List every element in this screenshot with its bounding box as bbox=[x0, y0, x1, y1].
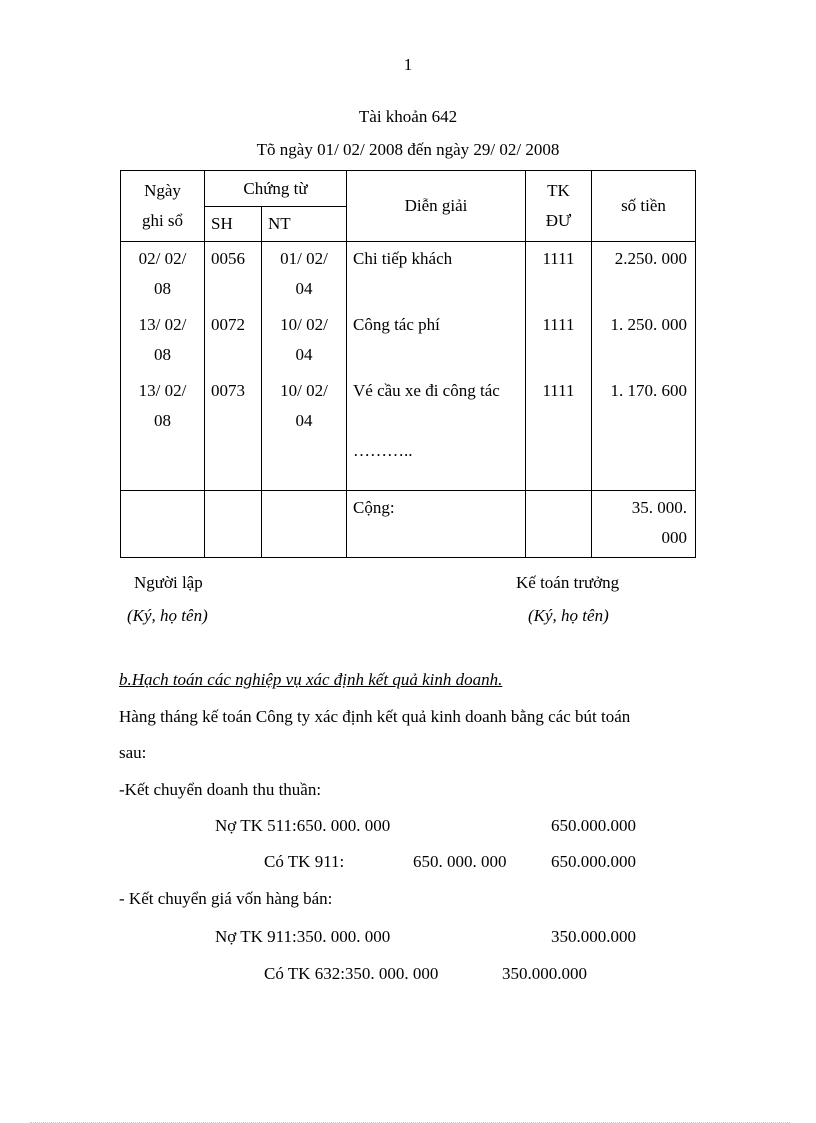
account-title: Tài khoản 642 bbox=[358, 107, 458, 126]
table-row bbox=[121, 242, 696, 491]
entry2-debit-label: Nợ TK 911:350. 000. 000 bbox=[215, 927, 391, 946]
intro-line-1: Hàng tháng kế toán Công ty xác định kết quả kinh doanh bằng các bút toán bbox=[119, 707, 631, 726]
preparer-note: (Ký, họ tên) bbox=[127, 606, 208, 625]
chief-accountant-note: (Ký, họ tên) bbox=[528, 606, 609, 625]
intro-line-2: sau: bbox=[119, 743, 147, 762]
header-amount: số tiền bbox=[592, 171, 696, 242]
entry1-credit-value: 650.000.000 bbox=[551, 852, 636, 871]
row-date: 02/ 02/ 08 13/ 02/ 08 13/ 02/ 08 bbox=[121, 242, 205, 491]
header-description: Diễn giải bbox=[347, 171, 526, 242]
row-nt: 01/ 02/ 04 10/ 02/ 04 10/ 02/ 04 bbox=[262, 242, 347, 491]
header-account: TK ĐƯ bbox=[526, 171, 592, 242]
row-description: Chi tiếp khách Công tác phí Vé cầu xe đi công tác ……….. bbox=[347, 242, 526, 491]
header-date: Ngày ghi sổ bbox=[121, 171, 205, 242]
entry2-debit-value: 350.000.000 bbox=[551, 927, 636, 946]
header-nt: NT bbox=[262, 207, 347, 242]
entry2-credit-label: Có TK 632:350. 000. 000 bbox=[264, 964, 439, 983]
ellipsis: ……….. bbox=[353, 441, 413, 460]
header-voucher: Chứng từ bbox=[205, 171, 347, 207]
entry2-credit-value: 350.000.000 bbox=[502, 964, 587, 983]
entry1-debit-value: 650.000.000 bbox=[551, 816, 636, 835]
section-heading: b.Hạch toán các nghiệp vụ xác định kết quả kinh doanh. bbox=[119, 670, 503, 689]
period-line: Tõ ngày 01/ 02/ 2008 đến ngày 29/ 02/ 2008 bbox=[256, 140, 560, 159]
row-account: 1111 1111 1111 bbox=[526, 242, 592, 491]
entry1-title: -Kết chuyển doanh thu thuần: bbox=[119, 780, 322, 799]
row-sh: 0056 0072 0073 bbox=[205, 242, 262, 491]
entry1-debit-label: Nợ TK 511:650. 000. 000 bbox=[215, 816, 391, 835]
entry1-credit-mid: 650. 000. 000 bbox=[413, 852, 507, 871]
ledger-table bbox=[120, 170, 696, 558]
chief-accountant-role: Kế toán trưởng bbox=[516, 573, 620, 592]
entry1-credit-label: Có TK 911: bbox=[264, 852, 345, 871]
row-amount: 2.250. 000 1. 250. 000 1. 170. 600 bbox=[592, 242, 696, 491]
entry2-title: - Kết chuyển giá vốn hàng bán: bbox=[119, 889, 333, 908]
total-amount: 35. 000. 000 bbox=[592, 491, 696, 558]
preparer-role: Người lập bbox=[134, 573, 203, 592]
page-number: 1 bbox=[403, 55, 413, 74]
header-sh: SH bbox=[205, 207, 262, 242]
total-row bbox=[121, 491, 696, 558]
total-label: Cộng: bbox=[347, 491, 526, 558]
